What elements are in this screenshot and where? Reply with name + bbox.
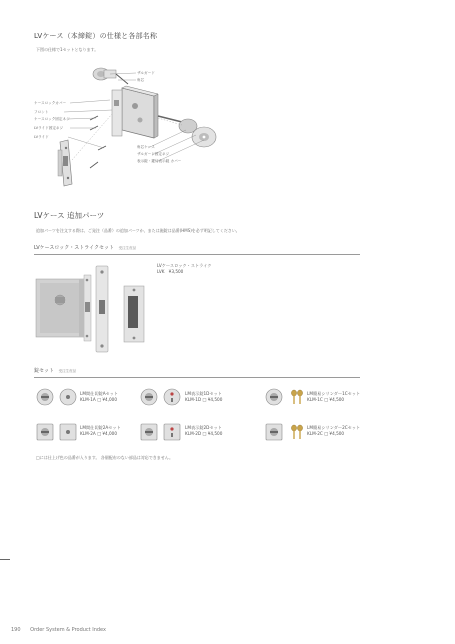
item-2a [80,425,121,437]
item-1c-name: LM簡易シリンダー1Cセット [307,391,361,396]
sub1-product-name: LVケースロック・ストライク [157,263,212,268]
item-1d-icon [141,389,180,405]
item-2c-name: LM簡易シリンダー2Cセット [307,425,361,430]
item-1a-name: LM間仕切錠Aセット [80,391,119,396]
sub1-tag: 受注生産品 [118,246,137,250]
item-2d-name: LM表示錠2Dセット [185,425,222,430]
sub1-product-code: LVK ¥3,500 [157,269,184,274]
label-guard-plate: ザルガード [137,71,155,75]
label-case-lock-cover: ケースロックカバー [34,101,67,105]
section2-note: 追加パーツを注文する際は、ご発注（品番）の追加パーツか、または施錠は品番(HMS)を必ず明記してください。 [36,228,240,233]
item-1d-name: LM表示錠1Dセット [185,391,222,396]
item-1d [185,391,222,403]
footer [11,627,106,633]
item-1c-code: KLM-1C □ ¥4,500 [307,397,345,402]
item-2d-icon [141,424,180,440]
label-front: フロント [34,110,49,114]
item-1c [307,391,360,403]
item-2c [307,425,360,437]
label-inner-case2: 角芯ケース [137,145,155,149]
section1-note: 下図の仕様で1セットとなります。 [36,47,99,52]
item-2c-code: KLM-2C □ ¥4,500 [307,431,345,436]
label-case-lock-screw: ケースロック固定ネジ [34,117,70,121]
item-1c-icon [266,389,303,405]
sub2-title-text: 錠セット [34,368,55,374]
label-lv-ride: LVライド [34,135,49,139]
footer-page: 190 [11,627,21,633]
label-inner-case: 角芯 [137,78,145,82]
section1-title: LVケース（本締錠）の仕様と各部名称 [34,32,158,40]
item-2a-name: LM間仕切錠2Aセット [80,425,121,430]
item-1d-code: KLM-1D □ ¥4,500 [185,397,223,402]
label-lock-cover: 表示錠・鍵付表示錠 カバー [137,159,182,163]
sub2-tag: 受注生産品 [58,369,77,373]
label-lv-fix-screw: LVライド固定ネジ [34,126,64,130]
footer-text: Order System & Product Index [30,627,106,633]
item-2d-code: KLM-2D □ ¥4,500 [185,431,223,436]
item-2c-icon [266,424,303,440]
item-2a-icon [37,424,76,440]
edge-marker [0,559,10,560]
item-1a-code: KLM-1A □ ¥4,000 [80,397,118,402]
sub1-title-text: LVケースロック・ストライクセット [34,245,115,251]
item-1a-icon [37,389,76,405]
item-2a-code: KLM-2A □ ¥4,000 [80,431,118,436]
section2-footnote: □には仕上げ色の品番が入ります。 各個配布のない部品は対応できません。 [36,455,173,460]
item-1a [80,391,118,403]
section2-title: LVケース 追加パーツ [34,211,105,220]
item-2d [185,425,222,437]
label-guard-fix: ザルガード固定ネジ [137,152,170,156]
